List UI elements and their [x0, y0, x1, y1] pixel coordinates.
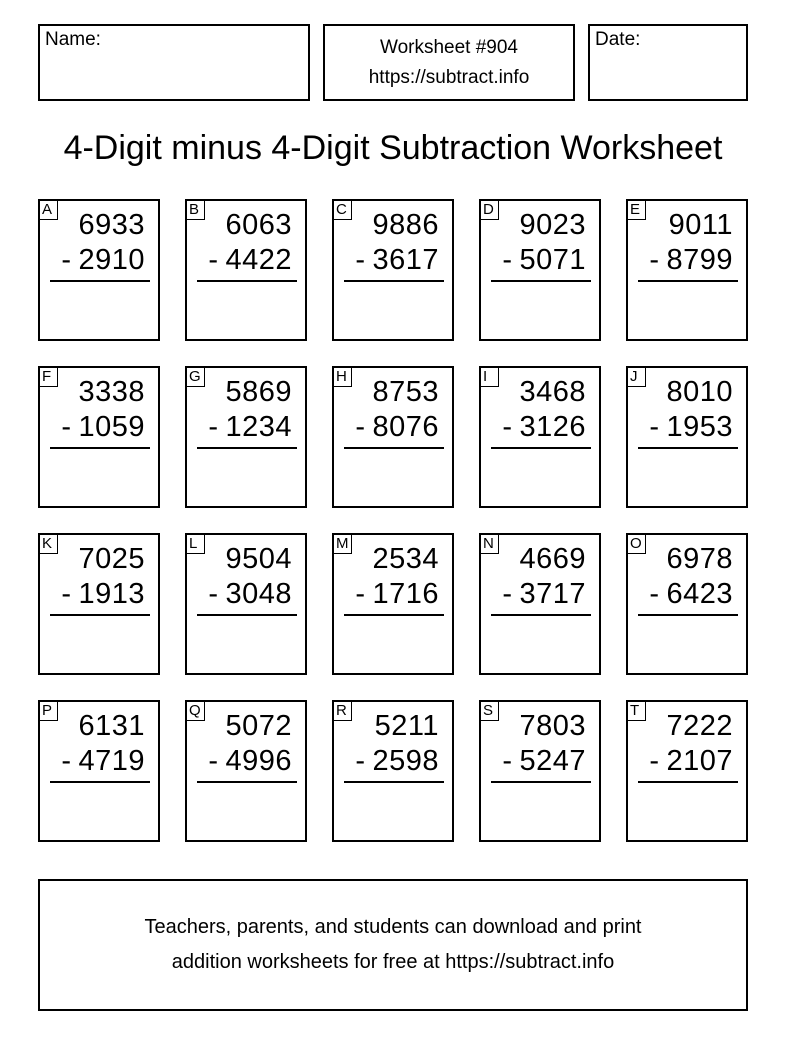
- worksheet-number: Worksheet #904: [379, 36, 518, 58]
- minuend: 2534: [372, 543, 439, 575]
- subtrahend: 5247: [519, 745, 586, 777]
- minus-sign: -: [208, 745, 218, 777]
- minus-sign: -: [61, 745, 71, 777]
- answer-line: [638, 614, 738, 616]
- answer-line: [197, 781, 297, 783]
- problem-label: R: [333, 701, 352, 721]
- minus-sign: -: [355, 411, 365, 443]
- answer-line: [197, 447, 297, 449]
- answer-line: [344, 614, 444, 616]
- answer-line: [491, 614, 591, 616]
- problem-label: A: [39, 200, 58, 220]
- subtrahend: 1059: [78, 411, 145, 443]
- problem-label: O: [627, 534, 646, 554]
- subtrahend: 8076: [372, 411, 439, 443]
- date-label: Date:: [595, 29, 641, 50]
- answer-line: [491, 781, 591, 783]
- subtrahend: 2598: [372, 745, 439, 777]
- minuend: 3338: [78, 376, 145, 408]
- date-field[interactable]: [588, 24, 748, 101]
- minus-sign: -: [61, 411, 71, 443]
- problem-box[interactable]: [479, 700, 601, 842]
- minuend: 6933: [78, 209, 145, 241]
- minus-sign: -: [355, 745, 365, 777]
- subtrahend: 3717: [519, 578, 586, 610]
- problem-box[interactable]: [185, 366, 307, 508]
- problem-box[interactable]: [185, 533, 307, 675]
- answer-line: [344, 447, 444, 449]
- answer-line: [197, 614, 297, 616]
- minus-sign: -: [649, 411, 659, 443]
- minuend: 8010: [666, 376, 733, 408]
- problem-label: S: [480, 701, 499, 721]
- problem-box[interactable]: [185, 199, 307, 341]
- problem-box[interactable]: [626, 533, 748, 675]
- problem-box[interactable]: [626, 366, 748, 508]
- problem-label: Q: [186, 701, 205, 721]
- minus-sign: -: [61, 244, 71, 276]
- minus-sign: -: [649, 244, 659, 276]
- minuend: 5211: [374, 710, 439, 742]
- minuend: 4669: [519, 543, 586, 575]
- minuend: 9011: [668, 209, 733, 241]
- problem-box[interactable]: [332, 366, 454, 508]
- minus-sign: -: [649, 745, 659, 777]
- answer-line: [197, 280, 297, 282]
- problem-label: H: [333, 367, 352, 387]
- problem-label: G: [186, 367, 205, 387]
- minus-sign: -: [502, 745, 512, 777]
- subtrahend: 2107: [666, 745, 733, 777]
- subtrahend: 6423: [666, 578, 733, 610]
- problem-box[interactable]: [38, 199, 160, 341]
- subtrahend: 8799: [666, 244, 733, 276]
- minuend: 5869: [225, 376, 292, 408]
- page-title: 4-Digit minus 4-Digit Subtraction Worksheet: [63, 129, 723, 167]
- answer-line: [638, 447, 738, 449]
- minuend: 5072: [225, 710, 292, 742]
- minuend: 9504: [225, 543, 292, 575]
- problem-box[interactable]: [332, 700, 454, 842]
- subtrahend: 3617: [372, 244, 439, 276]
- minus-sign: -: [208, 578, 218, 610]
- minus-sign: -: [355, 578, 365, 610]
- problem-box[interactable]: [38, 366, 160, 508]
- minus-sign: -: [208, 411, 218, 443]
- subtrahend: 2910: [78, 244, 145, 276]
- problem-label: M: [333, 534, 352, 554]
- minus-sign: -: [649, 578, 659, 610]
- minuend: 6978: [666, 543, 733, 575]
- minus-sign: -: [502, 411, 512, 443]
- minus-sign: -: [208, 244, 218, 276]
- answer-line: [344, 781, 444, 783]
- worksheet-info-box: [323, 24, 575, 101]
- minuend: 7803: [519, 710, 586, 742]
- subtrahend: 1234: [225, 411, 292, 443]
- minuend: 3468: [519, 376, 586, 408]
- subtrahend: 4996: [225, 745, 292, 777]
- subtrahend: 1953: [666, 411, 733, 443]
- minuend: 9023: [519, 209, 586, 241]
- minuend: 6131: [78, 710, 145, 742]
- problem-label: L: [186, 534, 205, 554]
- minus-sign: -: [355, 244, 365, 276]
- answer-line: [50, 280, 150, 282]
- minus-sign: -: [502, 244, 512, 276]
- problem-label: B: [186, 200, 205, 220]
- problem-box[interactable]: [479, 199, 601, 341]
- answer-line: [50, 781, 150, 783]
- problem-box[interactable]: [185, 700, 307, 842]
- problem-label: D: [480, 200, 499, 220]
- worksheet-url: https://subtract.info: [368, 66, 530, 88]
- problem-box[interactable]: [38, 533, 160, 675]
- footer-line-1: Teachers, parents, and students can download and print: [144, 916, 642, 938]
- minuend: 7025: [78, 543, 145, 575]
- minus-sign: -: [61, 578, 71, 610]
- answer-line: [638, 280, 738, 282]
- answer-line: [50, 447, 150, 449]
- subtrahend: 3126: [519, 411, 586, 443]
- problem-box[interactable]: [332, 533, 454, 675]
- problem-label: K: [39, 534, 58, 554]
- minuend: 8753: [372, 376, 439, 408]
- subtrahend: 3048: [225, 578, 292, 610]
- subtrahend: 4422: [225, 244, 292, 276]
- problem-label: E: [627, 200, 646, 220]
- problem-box[interactable]: [626, 199, 748, 341]
- problem-box[interactable]: [479, 366, 601, 508]
- problem-label: P: [39, 701, 58, 721]
- problem-label: C: [333, 200, 352, 220]
- problem-box[interactable]: [332, 199, 454, 341]
- problem-label: T: [627, 701, 646, 721]
- subtrahend: 1716: [372, 578, 439, 610]
- answer-line: [344, 280, 444, 282]
- answer-line: [491, 447, 591, 449]
- footer-box: [38, 879, 748, 1011]
- subtrahend: 5071: [519, 244, 586, 276]
- problem-box[interactable]: [479, 533, 601, 675]
- answer-line: [491, 280, 591, 282]
- problem-label: N: [480, 534, 499, 554]
- minuend: 9886: [372, 209, 439, 241]
- problem-label: I: [480, 367, 499, 387]
- subtrahend: 1913: [78, 578, 145, 610]
- subtrahend: 4719: [78, 745, 145, 777]
- problem-label: J: [627, 367, 646, 387]
- name-label: Name:: [45, 29, 101, 50]
- minuend: 6063: [225, 209, 292, 241]
- footer-line-2: addition worksheets for free at https://subtract.info: [171, 951, 615, 973]
- problem-box[interactable]: [38, 700, 160, 842]
- minus-sign: -: [502, 578, 512, 610]
- answer-line: [638, 781, 738, 783]
- problem-box[interactable]: [626, 700, 748, 842]
- name-field[interactable]: [38, 24, 310, 101]
- problem-label: F: [39, 367, 58, 387]
- minuend: 7222: [666, 710, 733, 742]
- answer-line: [50, 614, 150, 616]
